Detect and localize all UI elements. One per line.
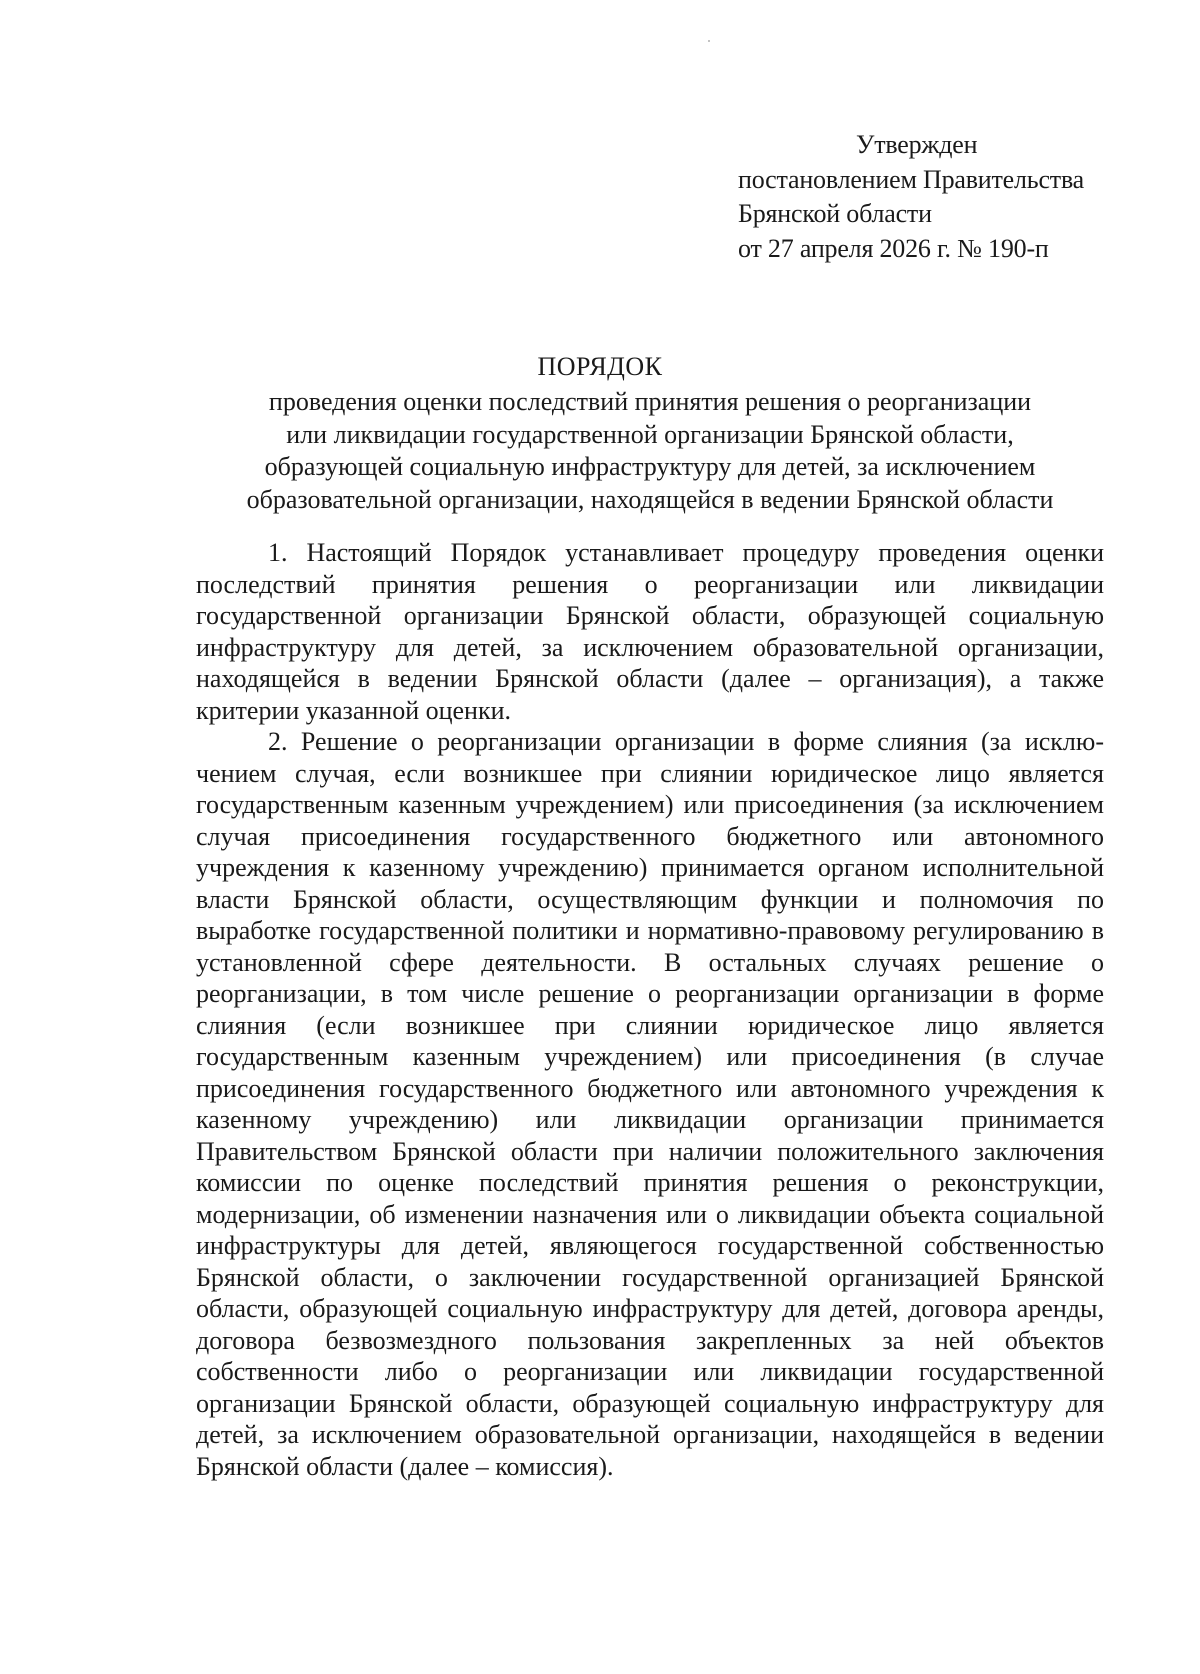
document-subtitle [190, 386, 1110, 516]
approved-label: Утвержден [856, 130, 978, 159]
paragraph-2: 2. Решение о реорганизации организации в форме слияния (за исключением случая, если возникшее при слиянии юридическое лицо является государственным казенным учреждением) или присоединения (за исключением случая присоединения государственного бюджетного или автономного учреждения к казенному учреждению) принимается органом исполнительной власти Брянской области, осуществляющим функции и полномочия по выработке государственной политики и нормативно-правовому регулированию в установленной сфере деятельности. В остальных случаях решение о реорганизации, в том числе решение о реорганизации организации в форме слияния (если возникшее при слиянии юридическое лицо является государственным казенным учреждением) или присоединения (в случае присоединения государственного бюджетного или автономного учреждения к казенному учреждению) или ликвидации организации принимается Правительством Брянской области при наличии положительного заключения комиссии по оценке последствий принятия решения о реконструкции, модернизации, об изменении назначения или о ликвидации объекта социальной инфраструктуры для детей, являющегося государственной собственностью Брянской области, о заключении государственной организацией Брянской области, образующей социальную инфраструктуру для детей, договора аренды, договора безвозмездного пользования закрепленных за ней объектов собственности либо о реорганизации или ликвидации государственной организации Брянской области, образующей социальную инфраструктуру для детей, за исключением образовательной организации, находящейся в ведении Брянской области (далее – комиссия). [196, 727, 1104, 1481]
scan-speck [708, 40, 710, 42]
subtitle-line: или ликвидации государственной организации Брянской области, [286, 419, 1014, 449]
subtitle-line: образовательной организации, находящейся в ведении Брянской области [246, 484, 1054, 514]
subtitle-line: проведения оценки последствий принятия решения о реорганизации [268, 387, 1032, 416]
paragraph-1: 1. Настоящий Порядок устанавливает процедуру проведения оценки последствий принятия решения о реорганизации или ликвидации государственной организации Брянской области, образующей социальную инфраструктуру для детей, за исключением образовательной организации, находящейся в ведении Брянской области (далее – организация), а также критерии указанной оценки. [196, 538, 1104, 725]
document-title: ПОРЯДОК [537, 352, 663, 381]
approval-region-line: Брянской области [738, 199, 932, 228]
approval-decree-line: постановлением Правительства [738, 164, 1085, 194]
document-body [196, 537, 1104, 1482]
approval-stamp [738, 128, 1084, 266]
approval-date-number-line: от 27 апреля 2026 г. № 190-п [738, 233, 1049, 263]
subtitle-line: образующей социальную инфраструктуру для детей, за исключением [264, 452, 1036, 481]
